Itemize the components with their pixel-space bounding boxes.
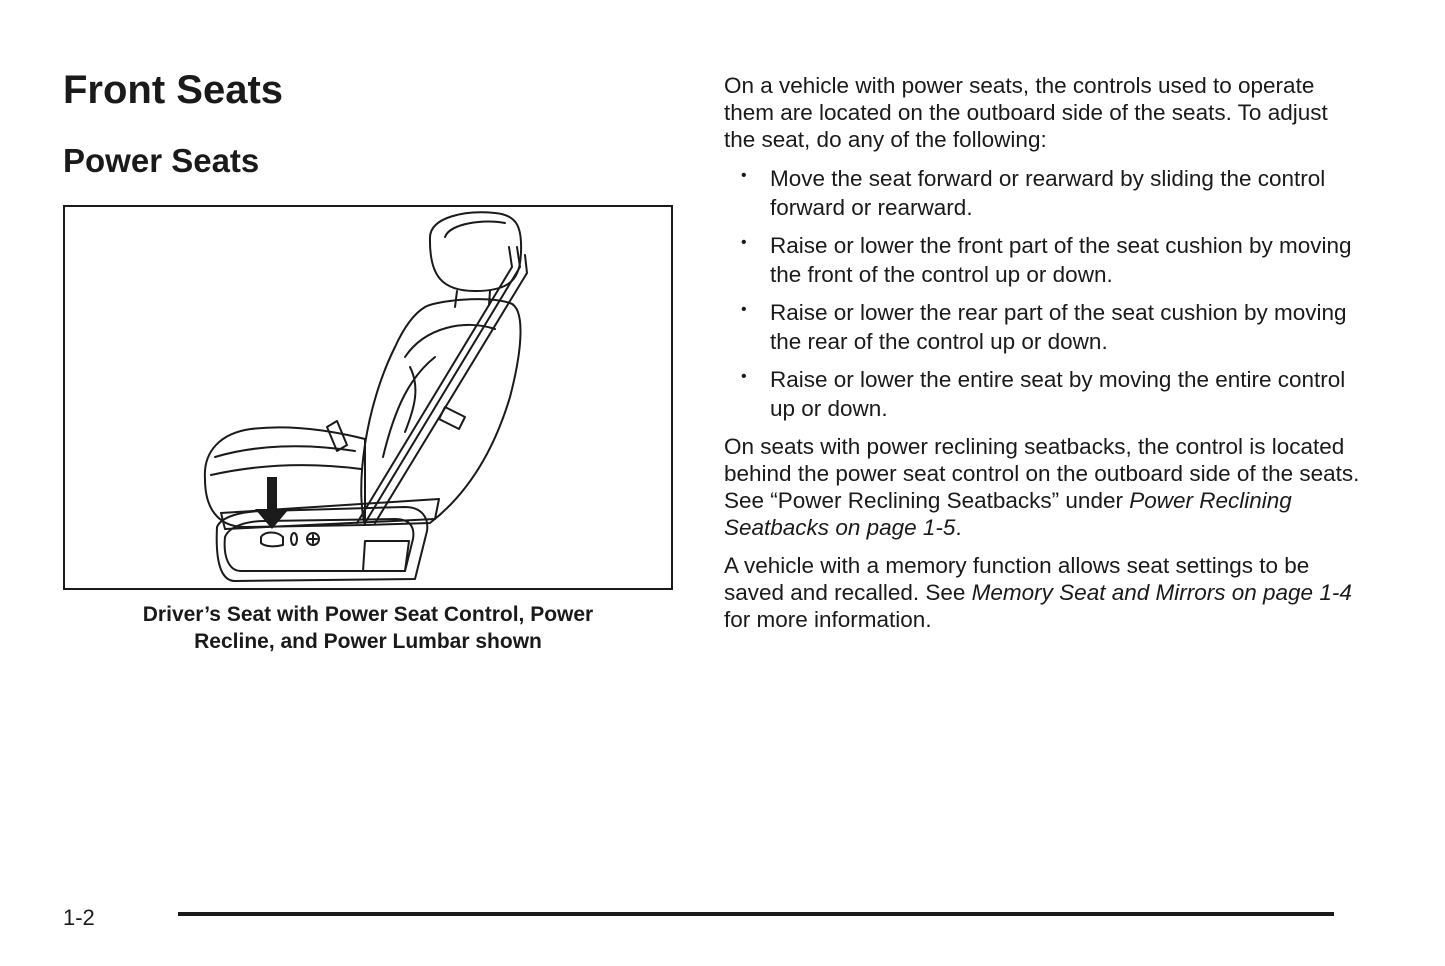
list-item	[724, 298, 1364, 356]
caption-line: Recline, and Power Lumbar shown	[194, 630, 542, 653]
lumbar-knob-mark	[309, 535, 317, 543]
lumbar-control	[363, 541, 409, 571]
list-item-text: Move the seat forward or rearward by sliding the control forward or rearward.	[770, 166, 1326, 220]
body-column	[724, 72, 1364, 644]
belt-buckle	[439, 407, 465, 429]
buckle-stalk	[327, 421, 347, 451]
memory-text: A vehicle with a memory function allows seat settings to be saved and recalled. See	[724, 553, 1310, 605]
memory-reference[interactable]: Memory Seat and Mirrors on page 1-4	[971, 580, 1352, 605]
recline-reference[interactable]: Power Reclining Seatbacks on page 1-5	[724, 488, 1292, 540]
bullet-icon: •	[741, 368, 747, 385]
seat-belt	[375, 255, 527, 523]
memory-end: for more information.	[724, 607, 932, 632]
page-number: 1-2	[63, 905, 95, 930]
adjustment-list	[724, 164, 1364, 423]
list-item	[724, 164, 1364, 222]
seat-control	[261, 533, 283, 547]
cushion-seam	[215, 446, 355, 457]
memory-paragraph	[724, 552, 1364, 633]
intro-paragraph: On a vehicle with power seats, the controls used to operate them are located on the outboard side of the seats. To adjust the seat, do any of the following:	[724, 73, 1328, 152]
recline-paragraph	[724, 433, 1364, 541]
seatback-crease	[405, 367, 415, 432]
page-title: Front Seats	[63, 68, 284, 112]
bullet-icon: •	[741, 234, 747, 251]
bullet-icon: •	[741, 167, 747, 184]
list-item	[724, 365, 1364, 423]
recline-control	[291, 533, 297, 545]
list-item	[724, 231, 1364, 289]
headrest-outline	[430, 212, 521, 291]
section-heading: Power Seats	[63, 142, 260, 179]
figure-caption	[63, 601, 673, 655]
footer-rule	[178, 912, 1334, 916]
bullet-icon: •	[741, 301, 747, 318]
power-seat-drawing	[65, 207, 671, 588]
seat-illustration	[63, 205, 673, 590]
list-item-text: Raise or lower the rear part of the seat cushion by moving the rear of the control up or down.	[770, 300, 1347, 354]
cushion-seam	[211, 465, 361, 475]
list-item-text: Raise or lower the front part of the seat cushion by moving the front of the control up or down.	[770, 233, 1352, 287]
recline-end: .	[955, 515, 962, 540]
headrest-inner	[445, 222, 505, 237]
caption-line: Driver’s Seat with Power Seat Control, Power	[142, 603, 594, 626]
list-item-text: Raise or lower the entire seat by moving the entire control up or down.	[770, 367, 1346, 421]
headrest-post	[455, 291, 457, 307]
recline-text: On seats with power reclining seatbacks, the control is located behind the power seat control on the outboard side of the seats. See “Power Reclining Seatbacks” under	[724, 434, 1360, 513]
